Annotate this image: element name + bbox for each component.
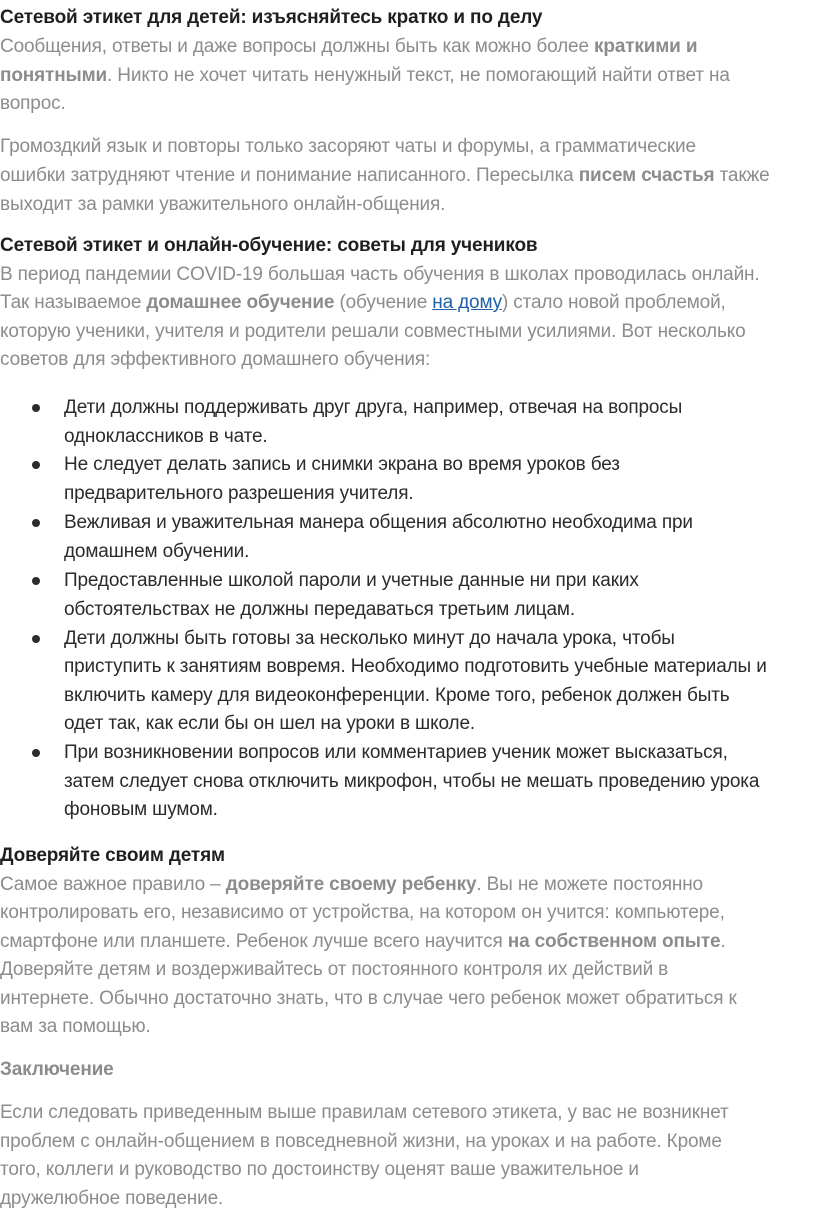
paragraph-line: [0, 928, 726, 956]
bullet-icon: [32, 461, 40, 469]
bullet-icon: [32, 519, 40, 527]
text-run: смартфоне или планшете. Ребенок лучше всего научится: [0, 931, 508, 952]
list-item-line: одет так, как если бы он шел на уроки в школе.: [64, 713, 475, 734]
section-heading-trust: Доверяйте своим детям: [0, 845, 225, 866]
paragraph-line: выходит за рамки уважительного онлайн-общения.: [0, 194, 446, 215]
paragraph-line: того, коллеги и руководство по достоинству оценят ваше уважительное и: [0, 1159, 639, 1180]
paragraph-line: [0, 33, 697, 61]
text-run: ошибки затрудняют чтение и понимание написанного. Пересылка: [0, 165, 579, 186]
paragraph-line: В период пандемии COVID-19 большая часть обучения в школах проводилась онлайн.: [0, 264, 760, 285]
paragraph-line: Доверяйте детям и воздерживайтесь от постоянного контроля их действий в: [0, 959, 669, 980]
text-run: .: [720, 931, 726, 952]
paragraph-line: [0, 162, 770, 190]
list-item-line: Дети должны поддерживать друг друга, например, отвечая на вопросы: [64, 397, 683, 418]
bold-text: писем счастья: [578, 165, 715, 186]
paragraph-line: интернете. Обычно достаточно знать, что в случае чего ребенок может обратиться к: [0, 988, 737, 1009]
paragraph-line: [0, 62, 730, 90]
text-run: Самое важное правило –: [0, 874, 226, 895]
list-item-line: Не следует делать запись и снимки экрана во время уроков без: [64, 454, 620, 475]
list-item-line: Предоставленные школой пароли и учетные данные ни при каких: [64, 570, 639, 591]
section-heading-brevity: Сетевой этикет для детей: изъясняйтесь кратко и по делу: [0, 7, 543, 28]
bullet-icon: [32, 577, 40, 585]
list-item-line: приступить к занятиям вовремя. Необходимо подготовить учебные материалы и: [64, 656, 767, 677]
bullet-icon: [32, 749, 40, 757]
list-item-line: При возникновении вопросов или комментариев ученик может высказаться,: [64, 742, 728, 763]
paragraph-line: советов для эффективного домашнего обучения:: [0, 349, 431, 370]
bold-text: на собственном опыте: [507, 931, 721, 952]
section-heading-conclusion: Заключение: [0, 1059, 114, 1080]
paragraph-line: [0, 871, 703, 899]
home-learning-link[interactable]: на дому: [432, 292, 502, 313]
text-run: . Вы не можете постоянно: [476, 874, 703, 895]
paragraph-line: проблем с онлайн-общением в повседневной жизни, на уроках и на работе. Кроме: [0, 1131, 722, 1152]
list-item-line: Вежливая и уважительная манера общения абсолютно необходима при: [64, 512, 693, 533]
paragraph-line: Громоздкий язык и повторы только засоряют чаты и форумы, а грамматические: [0, 136, 696, 157]
list-item-line: Дети должны быть готовы за несколько минут до начала урока, чтобы: [64, 628, 675, 649]
paragraph-line: [0, 289, 726, 317]
list-item-line: фоновым шумом.: [64, 799, 218, 820]
text-run: также: [714, 165, 770, 186]
text-run: . Никто не хочет читать ненужный текст, не помогающий найти ответ на: [107, 65, 730, 86]
list-item-line: домашнем обучении.: [64, 541, 250, 562]
paragraph-line: которую ученики, учителя и родители решали совместными усилиями. Вот несколько: [0, 321, 746, 342]
bold-text: понятными: [0, 65, 108, 86]
paragraph-line: вам за помощью.: [0, 1016, 151, 1037]
bullet-icon: [32, 635, 40, 643]
list-item-line: предварительного разрешения учителя.: [64, 483, 414, 504]
paragraph-line: вопрос.: [0, 93, 66, 114]
text-run: Сообщения, ответы и даже вопросы должны быть как можно более: [0, 36, 594, 57]
bold-text: краткими и: [594, 36, 698, 57]
list-item-line: одноклассников в чате.: [64, 426, 268, 447]
text-run: Так называемое: [0, 292, 147, 313]
paragraph-line: Если следовать приведенным выше правилам сетевого этикета, у вас не возникнет: [0, 1102, 729, 1123]
paragraph-line: дружелюбное поведение.: [0, 1188, 224, 1209]
text-run: ) стало новой проблемой,: [501, 292, 726, 313]
bullet-icon: [32, 404, 40, 412]
list-item-line: включить камеру для видеоконференции. Кроме того, ребенок должен быть: [64, 685, 730, 706]
paragraph-line: контролировать его, независимо от устройства, на котором он учится: компьютере,: [0, 902, 725, 923]
bold-text: домашнее обучение: [146, 292, 335, 313]
bold-text: доверяйте своему ребенку: [225, 874, 477, 895]
list-item-line: обстоятельствах не должны передаваться третьим лицам.: [64, 599, 575, 620]
list-item-line: затем следует снова отключить микрофон, чтобы не мешать проведению урока: [64, 771, 760, 792]
section-heading-online-learning: Сетевой этикет и онлайн-обучение: советы для учеников: [0, 235, 538, 256]
text-run: (обучение: [334, 292, 433, 313]
